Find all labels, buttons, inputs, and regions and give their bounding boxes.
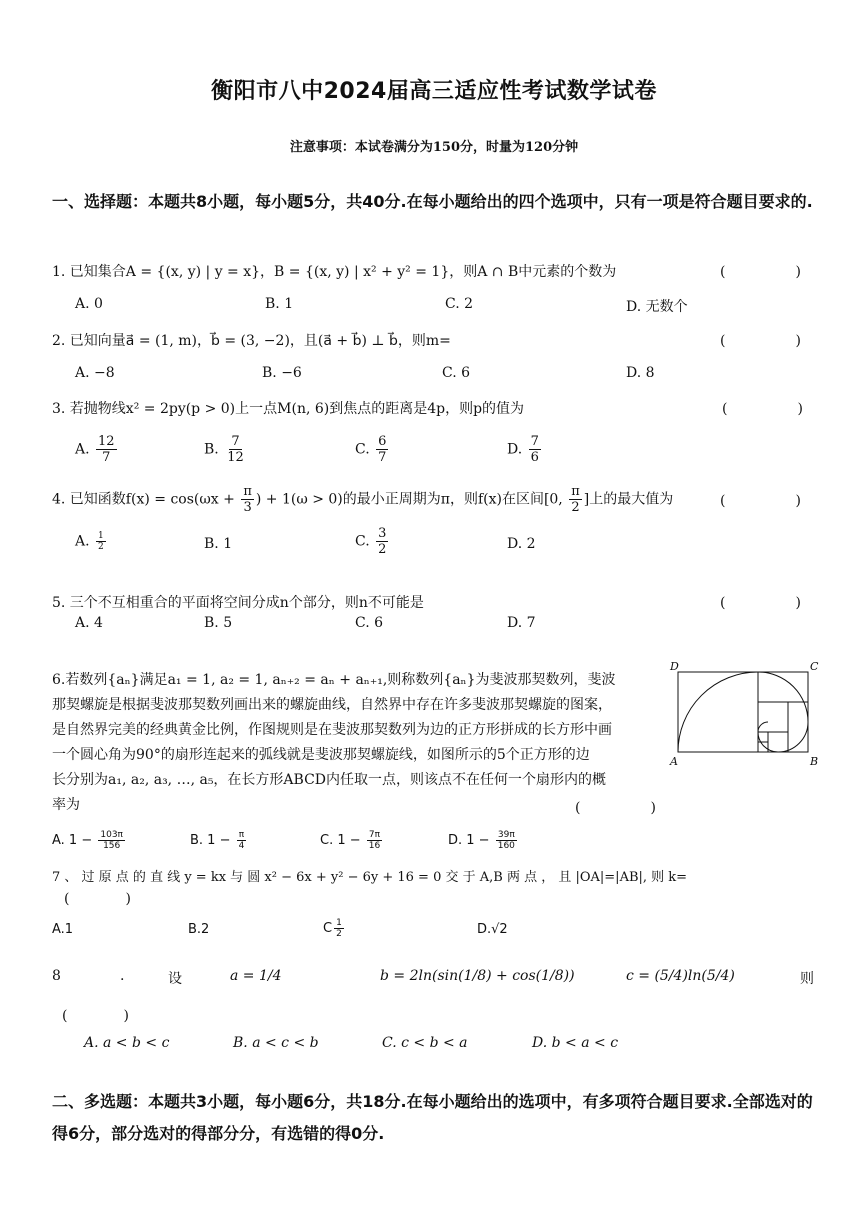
q6-line: 那契螺旋是根据斐波那契数列画出来的螺旋曲线，自然界中存在许多斐波那契螺旋的图案， bbox=[52, 697, 612, 713]
q8-option-d: D. b < a < c bbox=[532, 1035, 619, 1051]
question-1-answer-blank: ( ) bbox=[720, 264, 801, 280]
fraction: $\frac{103\pi}{156}$ bbox=[100, 830, 123, 851]
vertex-label-d: D bbox=[670, 660, 679, 673]
question-6-text bbox=[52, 668, 662, 818]
vertex-label-b: B bbox=[810, 755, 819, 768]
q6-line: 6.若数列{aₙ}满足a₁ = 1, a₂ = 1, aₙ₊₂ = aₙ + aₙ₊₁,则称数列{aₙ}为斐波那契数列，斐波 bbox=[52, 672, 616, 688]
q1-option-c: C. 2 bbox=[445, 296, 474, 312]
question-7-text: 7 、 过 原 点 的 直 线 y = kx 与 圆 x² − 6x + y² − 6y + 16 = 0 交 于 A,B 两 点 ， 且 |OA|=|AB|, 则 k= bbox=[52, 870, 688, 885]
q6-option-a: A. 1 − $\frac{103\pi}{156}$ bbox=[52, 830, 123, 851]
fraction: $\frac{39\pi}{160}$ bbox=[497, 830, 515, 851]
section-2-heading: 二、多选题：本题共3小题，每小题6分，共18分.在每小题给出的选项中，有多项符合题目要求.全部选对的得6分，部分选对的得部分分，有选错的得0分. bbox=[52, 1092, 813, 1143]
q6-line: 一个圆心角为90°的扇形连起来的弧线就是斐波那契螺旋线，如图所示的5个正方形的边 bbox=[52, 747, 590, 763]
q8-expr-b: b = 2ln(sin(1/8) + cos(1/8)) bbox=[380, 968, 575, 984]
fraction: $\frac{1}{2}$ bbox=[336, 918, 342, 939]
question-5-answer-blank: ( ) bbox=[720, 595, 801, 611]
question-8-answer-blank: ( ) bbox=[62, 1008, 129, 1024]
q4-option-d: D. 2 bbox=[507, 536, 536, 552]
fraction: $\frac{\pi}{2}$ bbox=[571, 484, 580, 515]
question-6-answer-blank: ( ) bbox=[575, 800, 656, 816]
q6-option-c: C. 1 − $\frac{7\pi}{16}$ bbox=[320, 830, 381, 851]
vertex-label-c: C bbox=[810, 660, 819, 673]
q4-option-a: A. $\frac{1}{2}$ bbox=[75, 531, 104, 552]
vertex-label-a: A bbox=[670, 755, 678, 768]
q3-option-b: B. $\frac{7}{12}$ bbox=[204, 434, 244, 465]
q2-option-d: D. 8 bbox=[626, 365, 655, 381]
q6-line: 率为 bbox=[52, 797, 80, 813]
question-2-text: 2. 已知向量a⃗ = (1, m)，b⃗ = (3, −2)，且(a⃗ + b⃗) ⊥ b⃗，则m= bbox=[52, 333, 451, 349]
q5-option-a: A. 4 bbox=[75, 615, 103, 631]
question-5-text: 5. 三个不互相重合的平面将空间分成n个部分，则n不可能是 bbox=[52, 595, 424, 611]
q2-option-c: C. 6 bbox=[442, 365, 471, 381]
question-1-text: 1. 已知集合A = {(x, y) | y = x}，B = {(x, y) | x² + y² = 1}，则A ∩ B中元素的个数为 bbox=[52, 264, 617, 280]
q7-option-d: D.√2 bbox=[477, 922, 508, 937]
fraction: $\frac{1}{2}$ bbox=[98, 531, 104, 552]
q7-option-a: A.1 bbox=[52, 922, 74, 937]
q1-option-b: B. 1 bbox=[265, 296, 294, 312]
q8-expr-a: a = 1/4 bbox=[230, 968, 282, 984]
question-2-answer-blank: ( ) bbox=[720, 333, 801, 349]
fraction: $\frac{3}{2}$ bbox=[378, 526, 387, 557]
q3-option-c: C. $\frac{6}{7}$ bbox=[355, 434, 387, 465]
fraction: $\frac{7}{6}$ bbox=[530, 434, 539, 465]
fraction: $\frac{7\pi}{16}$ bbox=[368, 830, 381, 851]
q6-option-b: B. 1 − $\frac{\pi}{4}$ bbox=[190, 830, 245, 851]
section-1-heading: 一、选择题：本题共8小题，每小题5分，共40分.在每小题给出的四个选项中，只有一项是符合题目要求的. bbox=[52, 192, 813, 211]
question-8-number: 8 bbox=[52, 968, 61, 984]
q8-option-a: A. a < b < c bbox=[84, 1035, 170, 1051]
q4-option-b: B. 1 bbox=[204, 536, 233, 552]
q6-line: 是自然界完美的经典黄金比例，作图规则是在斐波那契数列为边的正方形拼成的长方形中画 bbox=[52, 722, 612, 738]
q8-option-c: C. c < b < a bbox=[382, 1035, 468, 1051]
exam-title: 衡阳市八中2024届高三适应性考试数学试卷 bbox=[211, 79, 657, 104]
fraction: $\frac{12}{7}$ bbox=[98, 434, 115, 465]
fibonacci-spiral-figure bbox=[664, 660, 824, 772]
q2-option-b: B. −6 bbox=[262, 365, 302, 381]
q1-option-d: D. 无数个 bbox=[626, 299, 688, 315]
q7-option-b: B.2 bbox=[188, 922, 210, 937]
q3-option-a: A. $\frac{12}{7}$ bbox=[75, 434, 115, 465]
question-8-ze: 则 bbox=[800, 971, 814, 987]
q4-option-c: C. $\frac{3}{2}$ bbox=[355, 526, 387, 557]
question-8-dot: . bbox=[120, 968, 125, 984]
fraction: $\frac{\pi}{3}$ bbox=[243, 484, 252, 515]
q3-option-d: D. $\frac{7}{6}$ bbox=[507, 434, 539, 465]
q6-option-d: D. 1 − $\frac{39\pi}{160}$ bbox=[448, 830, 515, 851]
question-7-answer-blank: ( ) bbox=[64, 891, 131, 907]
fraction: $\frac{7}{12}$ bbox=[227, 434, 244, 465]
fraction: $\frac{\pi}{4}$ bbox=[238, 830, 245, 851]
question-3-text: 3. 若抛物线x² = 2py(p > 0)上一点M(n, 6)到焦点的距离是4p，则p的值为 bbox=[52, 401, 525, 417]
q5-option-d: D. 7 bbox=[507, 615, 536, 631]
q6-line: 长分别为a₁, a₂, a₃, …, a₅，在长方形ABCD内任取一点，则该点不在任何一个扇形内的概 bbox=[52, 772, 607, 788]
question-3-answer-blank: ( ) bbox=[722, 401, 803, 417]
q2-option-a: A. −8 bbox=[75, 365, 115, 381]
q5-option-b: B. 5 bbox=[204, 615, 233, 631]
exam-notice: 注意事项：本试卷满分为150分，时量为120分钟 bbox=[289, 140, 579, 155]
q8-option-b: B. a < c < b bbox=[233, 1035, 319, 1051]
q1-option-a: A. 0 bbox=[75, 296, 103, 312]
q5-option-c: C. 6 bbox=[355, 615, 384, 631]
fraction: $\frac{6}{7}$ bbox=[378, 434, 387, 465]
q7-option-c: C $\frac{1}{2}$ bbox=[323, 918, 342, 939]
question-4-text: 4. 已知函数f(x) = cos(ωx + $\frac{\pi}{3}$ ) + 1(ω > 0)的最小正周期为π，则f(x)在区间[0, $\frac{\pi}{2}$ ]上的最大值为 bbox=[52, 484, 674, 515]
question-8-she: 设 bbox=[168, 971, 182, 987]
question-4-answer-blank: ( ) bbox=[720, 493, 801, 509]
q8-expr-c: c = (5/4)ln(5/4) bbox=[626, 968, 735, 984]
